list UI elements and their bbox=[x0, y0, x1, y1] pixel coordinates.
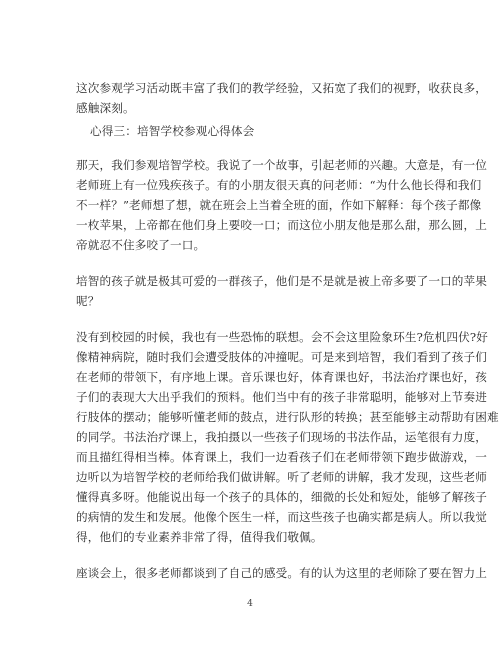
paragraph-line: 不一样？”老师想了想，就在班会上当着全班的面，作如下解释：每个孩子都像 bbox=[76, 198, 482, 212]
paragraph-line: 感触深刻。 bbox=[76, 101, 135, 115]
paragraph-line: 帝就忍不住多咬了一口。 bbox=[76, 238, 206, 252]
paragraph-line: 懂得真多呀。他能说出每一个孩子的具体的，细微的长处和短处，能够了解孩子 bbox=[76, 490, 488, 504]
paragraph-line: 的病情的发生和发展。他像个医生一样，而这些孩子也确实都是病人。所以我觉 bbox=[76, 510, 488, 524]
paragraph-line: 像精神病院，随时我们会遭受肢体的冲撞呢。可是来到培智，我们看到了孩子们 bbox=[76, 350, 488, 364]
paragraph-line: 这次参观学习活动既丰富了我们的教学经验，又拓宽了我们的视野，收获良多， bbox=[76, 81, 488, 95]
paragraph-line: 边听以为培智学校的老师给我们做讲解。听了老师的讲解，我才发现，这些老师 bbox=[76, 470, 488, 484]
paragraph-line: 老师班上有一位残疾孩子。有的小朋友很天真的问老师：“为什么他长得和我们 bbox=[76, 178, 482, 192]
page-number: 4 bbox=[247, 599, 253, 609]
paragraph-line: 而且描红得相当棒。体育课上，我们一边看孩子们在老师带领下跑步做游戏，一 bbox=[76, 450, 488, 464]
paragraph-line: 的同学。书法治疗课上，我拍摄以一些孩子们现场的书法作品，运笔很有力度， bbox=[76, 430, 488, 444]
paragraph-line: 子们的表现大大出乎我们的预料。他们当中有的孩子非常聪明，能够对上节奏进 bbox=[76, 390, 488, 404]
paragraph-line: 行肢体的摆动；能够听懂老师的鼓点，进行队形的转换；甚至能够主动帮助有困难 bbox=[76, 410, 499, 424]
paragraph-line: 座谈会上，很多老师都谈到了自己的感受。有的认为这里的老师除了要在智力上 bbox=[76, 566, 488, 580]
paragraph-line: 得，他们的专业素养非常了得，值得我们敬佩。 bbox=[76, 530, 323, 544]
paragraph-line: 一枚苹果，上帝都在他们身上要咬一口；而这位小朋友他是那么甜，那么圆，上 bbox=[76, 218, 488, 232]
section-heading: 心得三：培智学校参观心得体会 bbox=[90, 124, 255, 138]
paragraph-line: 呢？ bbox=[76, 294, 100, 308]
paragraph-line: 没有到校园的时候，我也有一些恐怖的联想。会不会这里险象环生?危机四伏?好 bbox=[76, 330, 489, 344]
paragraph-line: 那天，我们参观培智学校。我说了一个故事，引起老师的兴趣。大意是，有一位 bbox=[76, 158, 488, 172]
paragraph-line: 培智的孩子就是极其可爱的一群孩子，他们是不是就是被上帝多要了一口的苹果 bbox=[76, 274, 488, 288]
paragraph-line: 在老师的带领下，有序地上课。音乐课也好，体育课也好，书法治疗课也好，孩 bbox=[76, 370, 488, 384]
